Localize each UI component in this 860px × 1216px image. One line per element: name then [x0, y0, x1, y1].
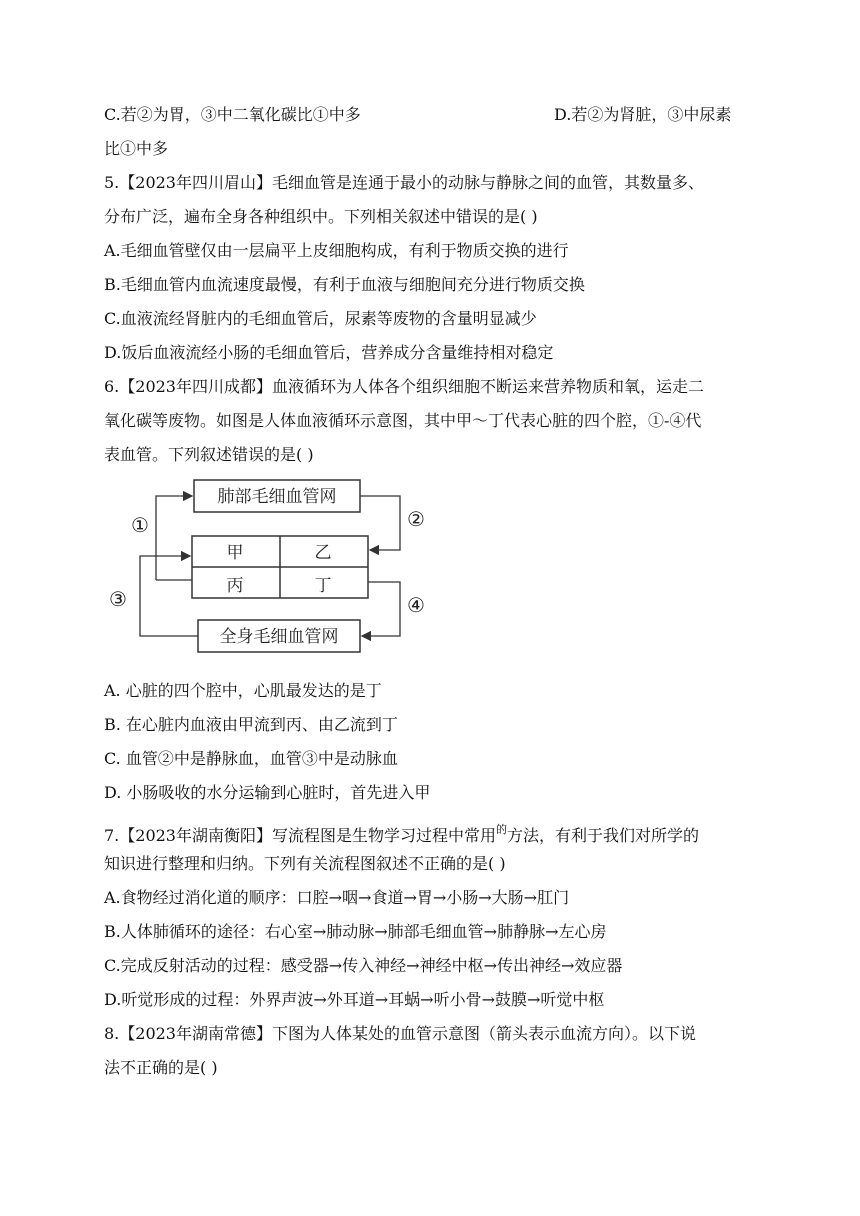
q6-stem-line1: 6.【2023年四川成都】血液循环为人体各个组织细胞不断运来营养物质和氧，运走二	[104, 377, 704, 396]
q7-option-a: A.食物经过消化道的顺序：口腔→咽→食道→胃→小肠→大肠→肛门	[104, 888, 570, 907]
q7-option-b: B.人体肺循环的途径：右心室→肺动脉→肺部毛细血管→肺静脉→左心房	[104, 922, 607, 941]
vessel-3-label: ③	[109, 587, 127, 611]
q7-option-d: D.听觉形成的过程：外界声波→外耳道→耳蜗→听小骨→鼓膜→听觉中枢	[104, 990, 605, 1009]
q6-option-d: D. 小肠吸收的水分运输到心脏时，首先进入甲	[104, 783, 431, 802]
q4-option-d: D.若②为肾脏，③中尿素	[554, 105, 732, 124]
q5-stem-line1: 5.【2023年四川眉山】毛细血管是连通于最小的动脉与静脉之间的血管，其数量多、	[104, 173, 704, 192]
q5-option-c: C.血液流经肾脏内的毛细血管后，尿素等废物的含量明显减少	[104, 309, 537, 328]
q7-option-c: C.完成反射活动的过程：感受器→传入神经→神经中枢→传出神经→效应器	[104, 956, 623, 975]
q7-stem-line1: 7.【2023年湖南衡阳】写流程图是生物学习过程中常用$^的$方法，有利于我们对所学的	[104, 823, 700, 845]
q4-option-c: C.若②为胃，③中二氧化碳比①中多	[104, 105, 361, 124]
body-capillary-label: 全身毛细血管网	[219, 627, 339, 647]
q5-option-d: D.饭后血液流经小肠的毛细血管后，营养成分含量维持相对稳定	[104, 343, 554, 362]
chamber-ding: 丁	[314, 576, 332, 596]
blood-circulation-diagram	[104, 470, 440, 670]
q6-stem-line2: 氧化碳等废物。如图是人体血液循环示意图，其中甲～丁代表心脏的四个腔，①-④代	[104, 411, 702, 430]
q6-option-a: A. 心脏的四个腔中，心肌最发达的是丁	[104, 681, 382, 700]
chamber-jia: 甲	[226, 543, 244, 563]
q5-option-b: B.毛细血管内血流速度最慢，有利于血液与细胞间充分进行物质交换	[104, 275, 585, 294]
vessel-1-label: ①	[131, 513, 149, 537]
q4-option-d-wrap: 比①中多	[104, 139, 169, 158]
q7-stem-sup: 的	[496, 823, 507, 836]
q8-stem-line1: 8.【2023年湖南常德】下图为人体某处的血管示意图（箭头表示血流方向）。以下说	[104, 1024, 696, 1043]
q6-option-c: C. 血管②中是静脉血，血管③中是动脉血	[104, 749, 398, 768]
q5-option-a: A.毛细血管壁仅由一层扁平上皮细胞构成，有利于物质交换的进行	[104, 241, 569, 260]
chamber-yi: 乙	[314, 543, 332, 563]
lung-capillary-label: 肺部毛细血管网	[217, 487, 337, 507]
q7-stem-line2: 知识进行整理和归纳。下列有关流程图叙述不正确的是( )	[104, 854, 506, 873]
q8-stem-line2: 法不正确的是( )	[104, 1058, 218, 1077]
vessel-4-label: ④	[407, 593, 425, 617]
vessel-2-label: ②	[407, 507, 425, 531]
chamber-bing: 丙	[226, 576, 244, 596]
q6-option-b: B. 在心脏内血液由甲流到丙、由乙流到丁	[104, 715, 398, 734]
q5-stem-line2: 分布广泛，遍布全身各种组织中。下列相关叙述中错误的是( )	[104, 207, 538, 226]
q6-stem-line3: 表血管。下列叙述错误的是( )	[104, 445, 314, 464]
